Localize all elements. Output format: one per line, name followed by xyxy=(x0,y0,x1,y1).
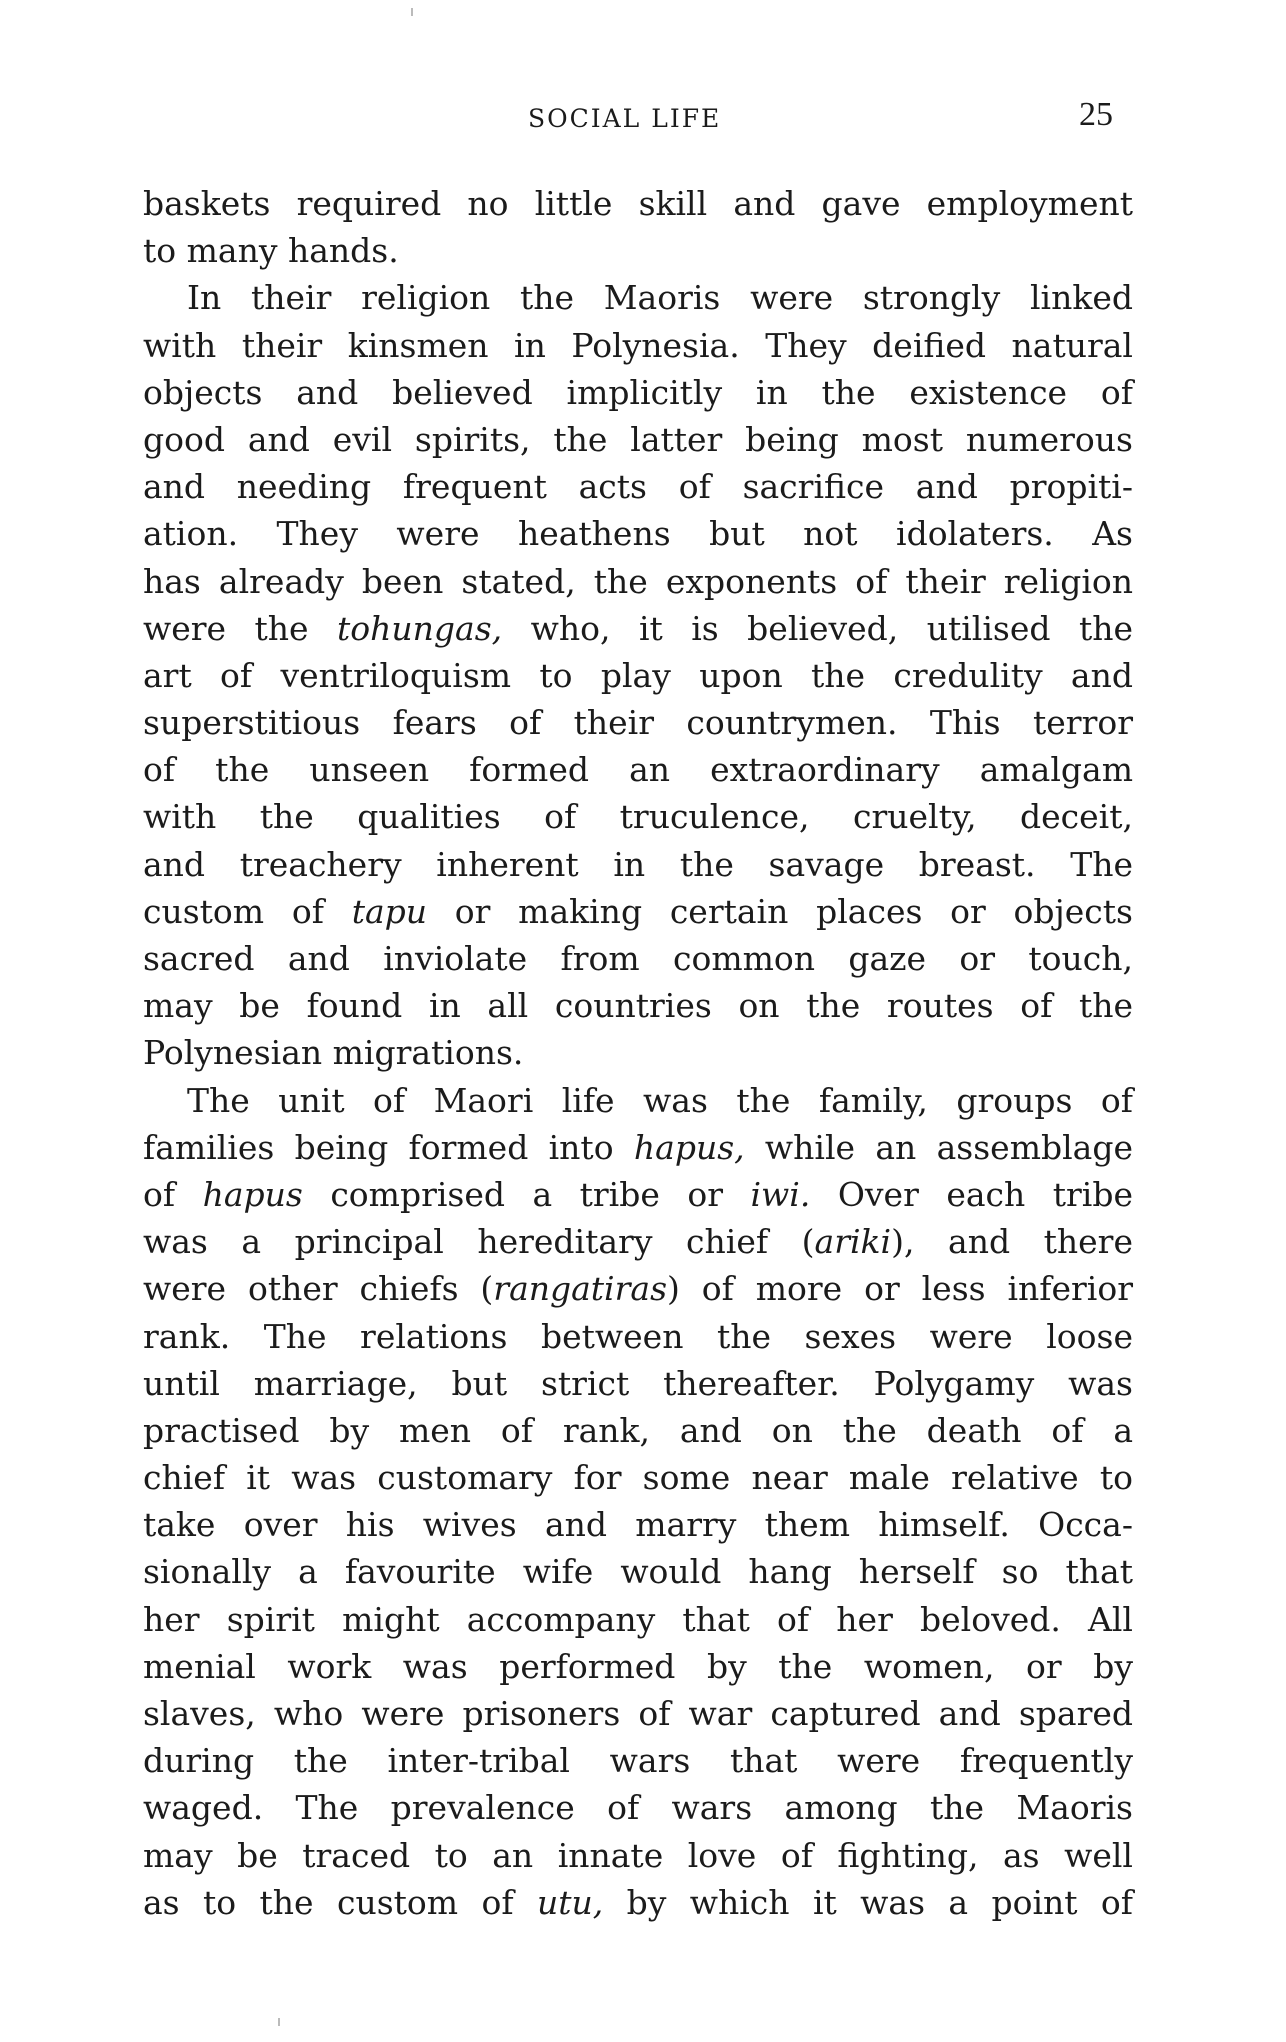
text-run: during the inter-tribal wars that were frequently xyxy=(143,1741,1133,1781)
text-line xyxy=(143,227,1133,274)
text-line xyxy=(143,841,1133,888)
text-run: until marriage, but strict thereafter. Polygamy was xyxy=(143,1363,1133,1403)
text-line xyxy=(143,793,1133,840)
text-line xyxy=(143,1029,1133,1076)
italic-term: tohungas, xyxy=(337,608,503,648)
body-text xyxy=(143,180,1133,1926)
text-run: of the unseen formed an extraordinary amalgam xyxy=(143,750,1133,790)
scan-mark xyxy=(411,8,413,16)
italic-term: iwi. xyxy=(750,1174,811,1214)
text-run: rank. The relations between the sexes were loose xyxy=(143,1316,1133,1356)
text-line xyxy=(143,605,1133,652)
text-run: families being formed into xyxy=(143,1127,634,1167)
text-run: has already been stated, the exponents of their religion xyxy=(143,561,1133,601)
text-run: were other chiefs ( xyxy=(143,1269,494,1309)
text-run: sionally a favourite wife would hang herself so that xyxy=(143,1552,1133,1592)
text-line xyxy=(143,982,1133,1029)
text-line xyxy=(143,652,1133,699)
italic-term: tapu xyxy=(351,891,428,931)
text-line xyxy=(143,1313,1133,1360)
text-run: ation. They were heathens but not idolaters. As xyxy=(143,514,1133,554)
text-run: as to the custom of xyxy=(143,1882,537,1922)
text-line xyxy=(143,558,1133,605)
text-run: The unit of Maori life was the family, groups of xyxy=(187,1080,1133,1120)
text-line xyxy=(143,1501,1133,1548)
text-run: and treachery inherent in the savage breast. The xyxy=(143,844,1133,884)
text-line xyxy=(143,1548,1133,1595)
text-run: objects and believed implicitly in the existence of xyxy=(143,372,1133,412)
italic-term: hapus xyxy=(202,1174,303,1214)
text-run: sacred and inviolate from common gaze or touch, xyxy=(143,939,1133,978)
text-line xyxy=(143,1407,1133,1454)
text-line xyxy=(143,746,1133,793)
text-line xyxy=(143,1832,1133,1879)
italic-term: ariki xyxy=(814,1222,892,1262)
text-run: comprised a tribe or xyxy=(302,1174,751,1214)
text-run: waged. The prevalence of wars among the Maoris xyxy=(143,1788,1133,1828)
text-line xyxy=(143,1124,1133,1171)
text-line xyxy=(143,1454,1133,1501)
text-line xyxy=(143,1784,1133,1831)
text-run: menial work was performed by the women, or by xyxy=(143,1646,1133,1686)
text-line xyxy=(143,1077,1133,1124)
page-number: 25 xyxy=(1079,96,1113,133)
text-line xyxy=(143,1879,1133,1926)
text-run: were the xyxy=(143,608,338,648)
text-run: Polynesian migrations. xyxy=(143,1033,524,1073)
text-run: slaves, who were prisoners of war captured and spared xyxy=(143,1694,1133,1733)
text-line xyxy=(143,416,1133,463)
text-run: by which it was a point of xyxy=(603,1882,1134,1922)
text-line xyxy=(143,1690,1133,1737)
text-run: superstitious fears of their countrymen. This terror xyxy=(143,703,1133,743)
text-line xyxy=(143,1360,1133,1407)
text-line xyxy=(143,888,1133,935)
text-run: baskets required no little skill and gave employment xyxy=(143,184,1133,223)
text-line xyxy=(143,1596,1133,1643)
text-run: chief it was customary for some near male relative to xyxy=(143,1458,1133,1498)
text-line xyxy=(143,1218,1133,1265)
text-line xyxy=(143,699,1133,746)
text-line xyxy=(143,1265,1133,1312)
text-run: to many hands. xyxy=(143,231,399,271)
text-line xyxy=(143,1643,1133,1690)
text-run: custom of xyxy=(143,891,352,931)
text-line xyxy=(143,463,1133,510)
text-run: may be found in all countries on the routes of the xyxy=(143,986,1133,1026)
text-run: practised by men of rank, and on the death of a xyxy=(143,1410,1133,1450)
text-run: with their kinsmen in Polynesia. They deified natural xyxy=(143,325,1133,365)
text-line xyxy=(143,1171,1133,1218)
running-head: SOCIAL LIFE xyxy=(528,104,722,133)
text-line xyxy=(143,322,1133,369)
italic-term: rangatiras xyxy=(493,1269,667,1309)
text-line xyxy=(143,180,1133,227)
text-run: ) of more or less inferior xyxy=(667,1269,1133,1309)
text-run: who, it is believed, utilised the xyxy=(502,608,1133,648)
text-run: may be traced to an innate love of fighting, as well xyxy=(143,1835,1133,1875)
text-run: her spirit might accompany that of her beloved. All xyxy=(143,1599,1133,1639)
text-line xyxy=(143,369,1133,416)
text-run: while an assemblage xyxy=(744,1127,1133,1167)
text-run: Over each tribe xyxy=(810,1174,1133,1214)
text-run: with the qualities of truculence, cruelty, deceit, xyxy=(143,797,1133,837)
text-run: or making certain places or objects xyxy=(427,891,1133,931)
text-run: and needing frequent acts of sacrifice and propiti- xyxy=(143,467,1133,507)
italic-term: hapus, xyxy=(633,1127,745,1167)
text-run: art of ventriloquism to play upon the credulity and xyxy=(143,655,1133,695)
text-run: ), and there xyxy=(891,1222,1133,1262)
text-line xyxy=(143,935,1133,982)
text-run: take over his wives and marry them himself. Occa- xyxy=(143,1505,1133,1545)
text-line xyxy=(143,1737,1133,1784)
text-run: good and evil spirits, the latter being most numerous xyxy=(143,419,1133,459)
text-line xyxy=(143,510,1133,557)
text-run: of xyxy=(143,1174,203,1214)
text-line xyxy=(143,274,1133,321)
italic-term: utu, xyxy=(536,1882,604,1922)
text-run: In their religion the Maoris were strongly linked xyxy=(187,278,1133,318)
text-run: was a principal hereditary chief ( xyxy=(143,1222,815,1262)
scan-mark xyxy=(278,2018,280,2026)
